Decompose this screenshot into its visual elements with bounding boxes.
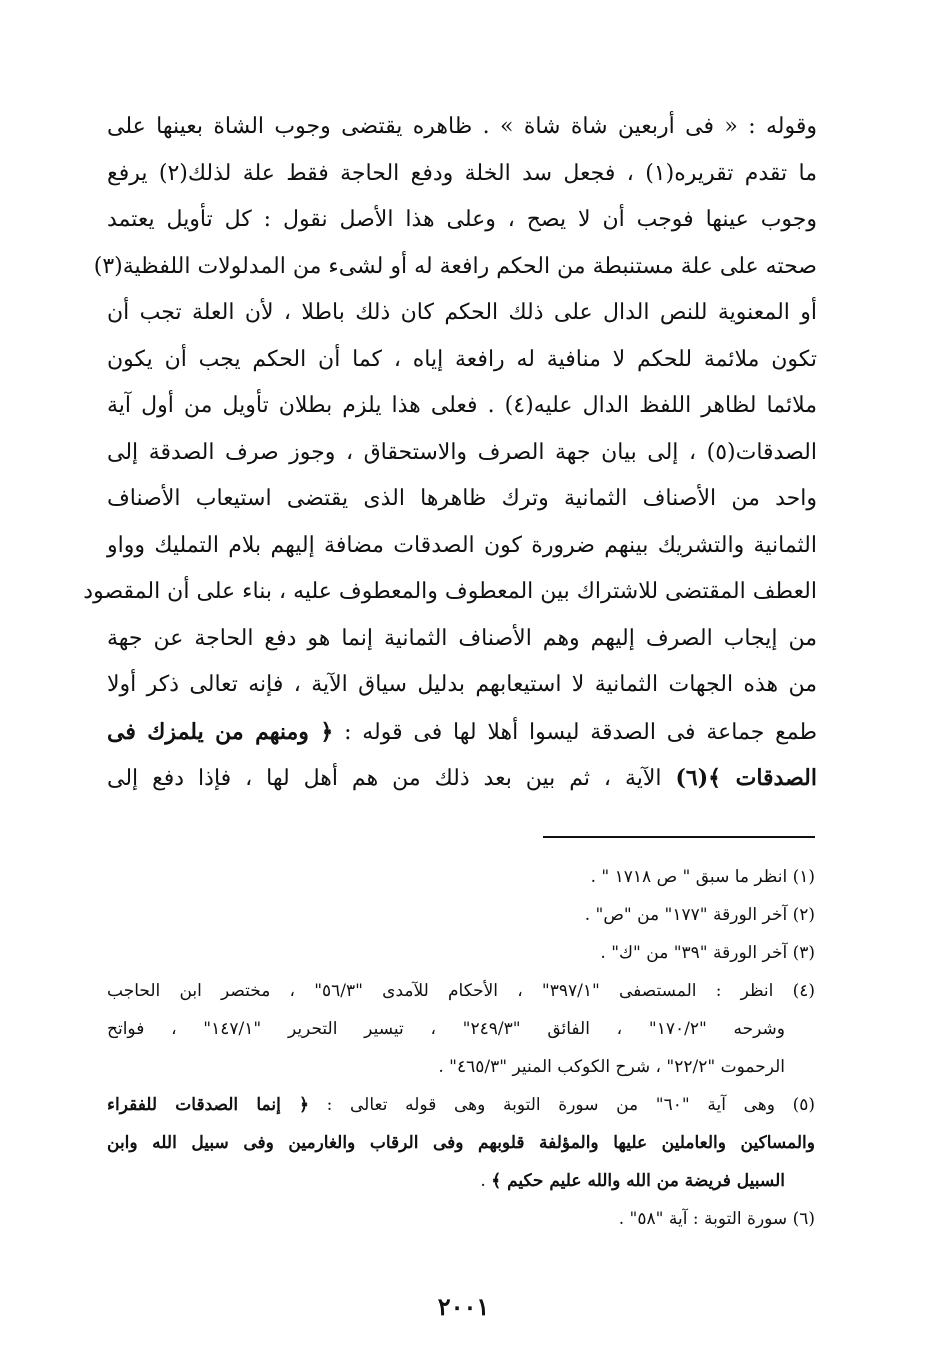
text-segment: الآية ، ثم بين بعد ذلك من هم أهل لها ، فإذا دفع إلى xyxy=(107,766,662,791)
text-line: الصدقات(٥) ، إلى بيان جهة الصرف والاستحقاق ، وجوز صرف الصدقة إلى xyxy=(107,439,817,465)
text-line: ملائما لظاهر اللفظ الدال عليه(٤) . فعلى هذا يلزم بطلان تأويل من أول آية xyxy=(107,393,817,418)
footnote-line xyxy=(107,1124,815,1162)
text-line: الثمانية والتشريك بينهم ضرورة كون الصدقات مضافة إليهم بلام التمليك وواو xyxy=(107,532,817,558)
text-line: وقوله : « فى أربعين شاة شاة » . ظاهره يقتضى وجوب الشاة بعينها على xyxy=(107,114,817,139)
footnote-line: (٦) سورة التوبة : آية "٥٨" . xyxy=(618,1209,815,1229)
footnote-text: (٥) وهى آية "٦٠" من سورة التوبة وهى قوله تعالى : xyxy=(326,1095,816,1115)
text-line: تكون ملائمة للحكم لا منافية له رافعة إياه ، كما أن الحكم يجب أن يكون xyxy=(107,346,817,372)
footnote-text: . xyxy=(480,1171,492,1191)
footnote-1 xyxy=(107,858,815,896)
quran-quote: ﴿ إنما الصدقات للفقراء xyxy=(107,1095,309,1115)
text-line: من إيجاب الصرف إليهم وهم الأصناف الثمانية إنما هو دفع الحاجة عن جهة xyxy=(107,625,817,651)
quran-quote: السبيل فريضة من الله والله عليم حكيم ﴾ xyxy=(491,1171,785,1191)
text-line: ما تقدم تقريره(١) ، فجعل سد الخلة ودفع الحاجة فقط علة لذلك(٢) يرفع xyxy=(107,160,818,186)
text-line: من هذه الجهات الثمانية لا استيعابهم بدليل سياق الآية ، فإنه تعالى ذكر أولا xyxy=(107,672,817,697)
footnote-line: الرحموت "٢٢/٢" ، شرح الكوكب المنير "٤٦٥/٣" . xyxy=(438,1057,785,1077)
footnote-4 xyxy=(107,972,815,1086)
text-line-with-quran xyxy=(107,709,817,756)
footnote-line: وشرحه "١٧٠/٢" ، الفائق "٢٤٩/٣" ، تيسير التحرير "١٤٧/١" ، فواتح xyxy=(107,1019,785,1039)
quran-quote: ﴿ ومنهم من يلمزك فى xyxy=(107,718,334,745)
text-line: أو المعنوية للنص الدال على ذلك الحكم كان ذلك باطلا ، لأن العلة تجب أن xyxy=(107,300,817,325)
quran-quote: الصدقات ﴾(٦) xyxy=(675,765,817,791)
footnote-5 xyxy=(107,1086,815,1200)
text-line: صحته على علة مستنبطة من الحكم رافعة له أو لشىء من المدلولات اللفظية(٣) xyxy=(93,253,817,279)
text-line: وجوب عينها فوجب أن لا يصح ، وعلى هذا الأصل نقول : كل تأويل يعتمد xyxy=(107,207,817,232)
footnote-line xyxy=(107,1086,815,1124)
text-line: واحد من الأصناف الثمانية وترك ظاهرها الذى يقتضى استيعاب الأصناف xyxy=(107,486,817,511)
text-line-with-quran xyxy=(107,755,817,802)
footnote-3 xyxy=(107,934,815,972)
text-segment: طمع جماعة فى الصدقة ليسوا أهلا لها فى قوله : xyxy=(344,719,818,745)
footnote-line xyxy=(107,1162,815,1200)
footnote-line: (٢) آخر الورقة "١٧٧" من "ص" . xyxy=(584,905,815,925)
quran-quote: والمساكين والعاملين عليها والمؤلفة قلوبهم وفى الرقاب والغارمين وفى سبيل الله وابن xyxy=(107,1133,815,1153)
footnote-2 xyxy=(107,896,815,934)
footnote-line: (٤) انظر : المستصفى "٣٩٧/١" ، الأحكام للآمدى "٥٦/٣" ، مختصر ابن الحاجب xyxy=(107,981,815,1001)
footnote-line: (١) انظر ما سبق " ص ١٧١٨ " . xyxy=(590,867,815,887)
text-line: العطف المقتضى للاشتراك بين المعطوف والمعطوف عليه ، بناء على أن المقصود xyxy=(83,579,817,604)
main-text xyxy=(83,104,818,802)
footnotes xyxy=(107,858,815,1238)
footnote-6 xyxy=(107,1200,815,1238)
footnote-line: (٣) آخر الورقة "٣٩" من "ك" . xyxy=(600,943,815,963)
footnote-separator xyxy=(543,836,815,838)
page-number: ٢٠٠١ xyxy=(437,1292,490,1321)
